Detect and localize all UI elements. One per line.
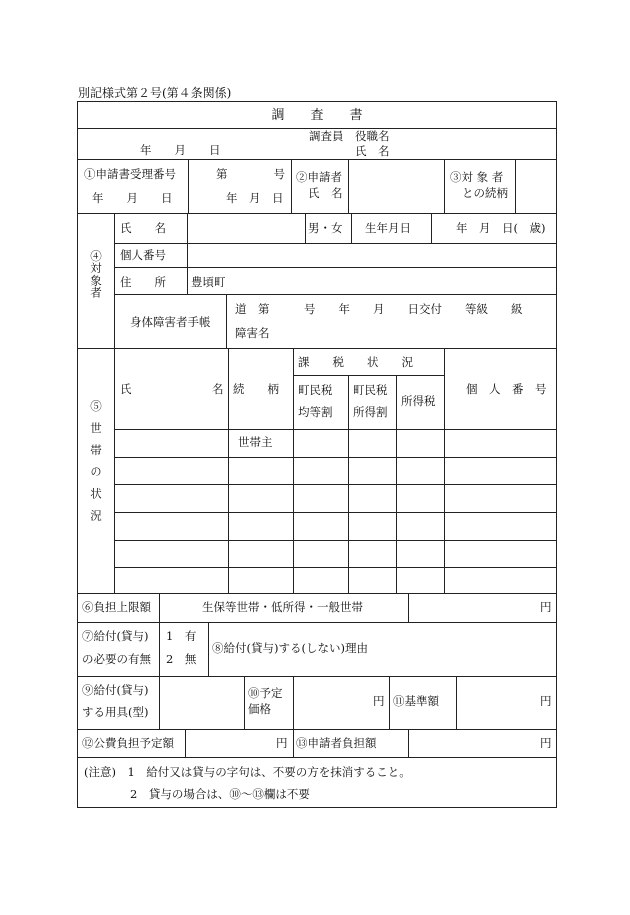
tax-col1-line1: 町民税 xyxy=(298,383,333,397)
equipment-label: ⑨給付(貸与) xyxy=(82,683,149,697)
form-title: 調 査 書 xyxy=(271,108,363,123)
subject-name-label: 氏 名 xyxy=(120,221,166,235)
inspection-form xyxy=(77,101,557,808)
planned-price-label-2: 価格 xyxy=(248,702,271,716)
address-label: 住 所 xyxy=(120,275,166,289)
birthdate-label: 生年月日 xyxy=(365,221,411,235)
planned-price-unit: 円 xyxy=(373,694,385,708)
burden-options: 生保等世帯・低所得・一般世帯 xyxy=(202,600,363,614)
subject-section-label: ④対象者 xyxy=(89,250,103,299)
handbook-details: 道 第 号 年 月 日交付 等級 級 xyxy=(235,302,523,316)
address-value: 豊頃町 xyxy=(191,275,226,289)
tax-status-header: 課 税 状 況 xyxy=(298,355,413,369)
relation-label: ③対 象 者 xyxy=(450,170,504,184)
form-header: 別記様式第２号(第４条関係) xyxy=(78,86,232,100)
necessity-yes: 1 有 xyxy=(166,629,197,643)
handbook-label: 身体障害者手帳 xyxy=(130,315,211,329)
household-section-label: ⑤世帯の状況 xyxy=(89,400,103,532)
reason-label: ⑧給付(貸与)する(しない)理由 xyxy=(212,641,368,655)
relation-label-2: との続柄 xyxy=(462,186,508,200)
household-head-relation: 世帯主 xyxy=(238,435,273,449)
inspector-post-label: 調査員 役職名 xyxy=(309,129,390,143)
note-1: (注意) 1 給付又は貸与の字句は、不要の方を抹消すること。 xyxy=(84,765,411,779)
tax-col1-line2: 均等割 xyxy=(298,405,333,419)
planned-price-label: ⑩予定 xyxy=(248,686,283,700)
number-field: 第 号 xyxy=(216,167,285,181)
public-burden-unit: 円 xyxy=(276,736,288,750)
receipt-number-label: ①申請書受理番号 xyxy=(84,167,176,181)
base-amount-unit: 円 xyxy=(540,694,552,708)
base-amount-label: ⑪基準額 xyxy=(393,694,439,708)
disability-name-label: 障害名 xyxy=(235,326,270,340)
note-2: 2 貸与の場合は、⑩～⑬欄は不要 xyxy=(130,787,310,801)
survey-date: 年 月 日 xyxy=(140,143,221,157)
burden-unit: 円 xyxy=(540,600,552,614)
applicant-name-label: 氏 名 xyxy=(308,186,343,200)
necessity-label: ⑦給付(貸与) xyxy=(82,629,149,643)
necessity-no: 2 無 xyxy=(166,652,197,666)
applicant-burden-label: ⑬申請者負担額 xyxy=(296,736,377,750)
necessity-label-2: の必要の有無 xyxy=(82,652,151,666)
sex-options: 男・女 xyxy=(308,221,343,235)
burden-limit-label: ⑥負担上限額 xyxy=(82,600,151,614)
individual-number-header: 個 人 番 号 xyxy=(466,382,547,396)
receipt-date: 年 月 日 xyxy=(92,191,173,205)
number-date: 年 月 日 xyxy=(226,191,284,205)
tax-col3: 所得税 xyxy=(401,394,436,408)
applicant-burden-unit: 円 xyxy=(540,736,552,750)
public-burden-label: ⑫公費負担予定額 xyxy=(82,736,174,750)
tax-col2-line2: 所得割 xyxy=(353,405,388,419)
individual-number-label: 個人番号 xyxy=(120,248,166,262)
tax-col2-line1: 町民税 xyxy=(353,383,388,397)
household-relation-header: 続 柄 xyxy=(233,382,279,396)
applicant-label: ②申請者 xyxy=(296,170,342,184)
inspector-name-label: 氏 名 xyxy=(355,144,390,158)
birthdate-value: 年 月 日( 歳) xyxy=(456,221,546,235)
equipment-label-2: する用具(型) xyxy=(82,705,149,719)
household-name-header: 氏 名 xyxy=(120,382,224,396)
